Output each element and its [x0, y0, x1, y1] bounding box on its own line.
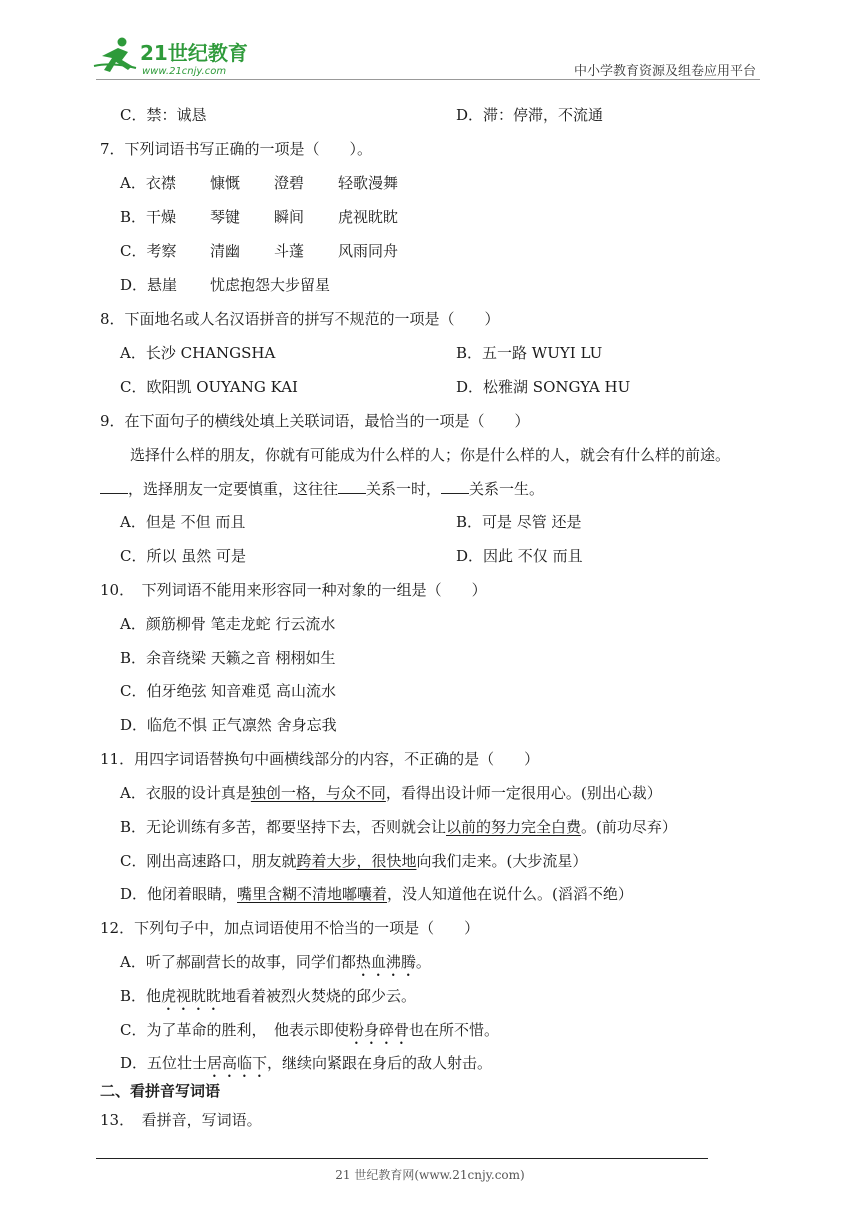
- logo-url: www.21cnjy.com: [142, 66, 227, 77]
- q11-a-text2: ，看得出设计师一定很用心。(别出心裁）: [385, 784, 662, 802]
- q12-d-text1: D．五位壮士: [120, 1054, 208, 1072]
- q11-a-underlined: 独创一格，与众不同: [250, 784, 386, 802]
- q7-b-word3: 瞬间: [274, 208, 305, 226]
- q10-stem: 10． 下列词语不能用来形容同一种对象的一组是（ ）: [100, 581, 487, 599]
- q11-d-underlined: 嘴里含糊不清地嘟囔着: [237, 885, 388, 903]
- q9-text-a: ，选择朋友一定要慎重，这往往: [128, 480, 339, 498]
- q9-text-c: 关系一生。: [469, 480, 545, 498]
- q9-option-b: B．可是 尽管 还是: [456, 513, 582, 531]
- q12-stem: 12．下列句子中，加点词语使用不恰当的一项是（ ）: [100, 919, 480, 937]
- site-logo: [92, 36, 262, 80]
- q12-b-text1: B．他: [120, 987, 162, 1005]
- q9-text-b: 关系一时，: [366, 480, 442, 498]
- q12-d-text2: ，继续向紧跟在身后的敌人射击。: [267, 1054, 493, 1072]
- q7-a-word3: 澄碧: [274, 174, 305, 192]
- q12-option-d: [120, 1053, 492, 1081]
- q10-option-d: D．临危不惧 正气凛然 舍身忘我: [120, 716, 337, 734]
- q9-option-a: A．但是 不但 而且: [120, 513, 246, 531]
- q11-a-text1: A．衣服的设计真是: [120, 784, 251, 802]
- q11-option-a: [120, 783, 662, 803]
- q11-d-text2: ，没人知道他在说什么。(滔滔不绝）: [387, 885, 633, 903]
- q11-d-text1: D．他闭着眼睛，: [120, 885, 238, 903]
- q9-option-d: D．因此 不仅 而且: [456, 547, 583, 565]
- q7-c-word4: 风雨同舟: [338, 242, 399, 260]
- q7-c-word3: 斗蓬: [274, 242, 305, 260]
- q7-d-word2: 忧虑抱怨大步留星: [210, 276, 331, 294]
- q7-b-word4: 虎视眈眈: [338, 208, 399, 226]
- q11-option-c: [120, 851, 587, 871]
- q12-c-text2: 也在所不惜。: [409, 1021, 500, 1039]
- q12-a-dotted: 热血沸腾: [355, 953, 416, 971]
- q7-d-label: D．悬崖: [120, 276, 178, 294]
- q12-b-text2: 地看着被烈火焚烧的邱少云。: [221, 987, 417, 1005]
- q11-c-text2: 向我们走来。(大步流星）: [416, 852, 588, 870]
- q12-c-text1: C．为了革命的胜利， 他表示即使: [120, 1021, 349, 1039]
- platform-name: 中小学教育资源及组卷应用平台: [573, 64, 756, 79]
- q7-c-word2: 清幽: [210, 242, 241, 260]
- blank-2: [338, 479, 366, 494]
- footer-text: 21 世纪教育网(www.21cnjy.com): [335, 1168, 525, 1182]
- q11-option-d: [120, 884, 633, 904]
- q7-option-a: [120, 173, 399, 193]
- q7-a-label: A．衣襟: [120, 174, 176, 192]
- q13-stem: 13． 看拼音，写词语。: [100, 1111, 262, 1129]
- q8-stem: 8．下面地名或人名汉语拼音的拼写不规范的一项是（ ）: [100, 310, 500, 328]
- q7-a-word4: 轻歌漫舞: [338, 174, 399, 192]
- q10-option-c: C．伯牙绝弦 知音难觅 高山流水: [120, 682, 337, 700]
- q8-option-c: C．欧阳凯 OUYANG KAI: [120, 378, 298, 396]
- q7-c-label: C．考察: [120, 242, 177, 260]
- footer-divider: [96, 1158, 708, 1159]
- header-divider: [96, 79, 760, 80]
- q7-option-d: [120, 275, 331, 295]
- q12-c-dotted: 粉身碎骨: [348, 1021, 409, 1039]
- runner-logo-icon: [92, 36, 262, 80]
- q12-a-text2: 。: [415, 953, 431, 971]
- q7-option-c: [120, 241, 399, 261]
- q8-option-b: B．五一路 WUYI LU: [456, 344, 603, 362]
- q12-option-b: [120, 986, 416, 1014]
- q7-b-word2: 琴键: [210, 208, 241, 226]
- q9-passage-line2: [100, 479, 544, 499]
- q11-c-text1: C．刚出高速路口，朋友就: [120, 852, 297, 870]
- q9-stem: 9．在下面句子的横线处填上关联词语，最恰当的一项是（ ）: [100, 412, 530, 430]
- q11-b-text1: B．无论训练有多苦，都要坚持下去，否则就会让: [120, 818, 447, 836]
- q12-a-text1: A．听了郝副营长的故事，同学们都: [120, 953, 356, 971]
- q12-option-a: [120, 952, 431, 980]
- q11-stem: 11．用四字词语替换句中画横线部分的内容，不正确的是（ ）: [100, 750, 540, 768]
- q8-option-a: A．长沙 CHANGSHA: [120, 344, 276, 362]
- q6-option-c: C．禁：诚恳: [120, 106, 207, 124]
- q11-b-underlined: 以前的努力完全白费: [446, 818, 582, 836]
- q12-d-dotted: 居高临下: [207, 1054, 268, 1072]
- q9-passage-line1: 选择什么样的朋友，你就有可能成为什么样的人；你是什么样的人，就会有什么样的前途。: [130, 446, 731, 464]
- q12-option-c: [120, 1020, 499, 1048]
- q11-c-underlined: 跨着大步，很快地: [296, 852, 417, 870]
- q7-stem: 7．下列词语书写正确的一项是（ ）。: [100, 140, 373, 158]
- logo-text: 21世纪教育: [140, 41, 248, 65]
- q7-b-label: B．干燥: [120, 208, 177, 226]
- q9-option-c: C．所以 虽然 可是: [120, 547, 247, 565]
- q11-option-b: [120, 817, 677, 837]
- q6-option-d: D．滞：停滞，不流通: [456, 106, 604, 124]
- q10-option-a: A．颜筋柳骨 笔走龙蛇 行云流水: [120, 615, 336, 633]
- q8-option-d: D．松雅湖 SONGYA HU: [456, 378, 631, 396]
- q10-option-b: B．余音绕梁 天籁之音 栩栩如生: [120, 649, 336, 667]
- q11-b-text2: 。(前功尽弃）: [581, 818, 677, 836]
- q12-b-dotted: 虎视眈眈: [161, 987, 222, 1005]
- section-heading: 二、看拼音写词语: [100, 1082, 221, 1100]
- q7-option-b: [120, 207, 399, 227]
- q7-a-word2: 慷慨: [210, 174, 241, 192]
- blank-3: [441, 479, 469, 494]
- blank-1: [100, 479, 128, 494]
